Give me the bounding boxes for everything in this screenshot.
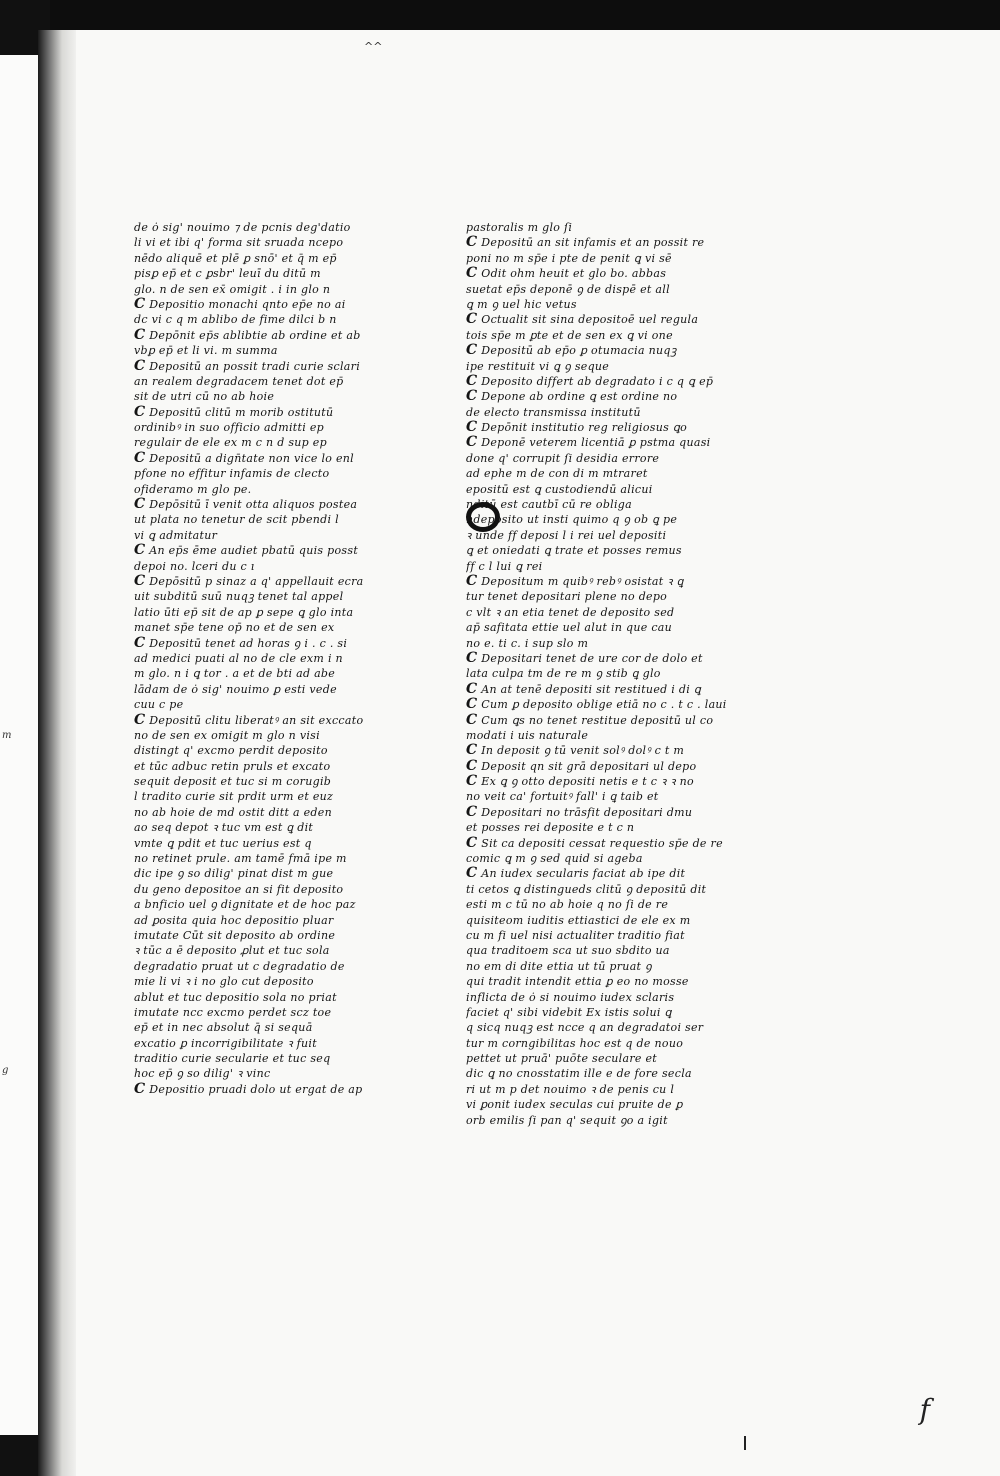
- bottom-tick-mark: [744, 1436, 746, 1450]
- manuscript-line: no e. ti c. i sup slo m: [466, 636, 589, 650]
- manuscript-line: C Depōnit institutio reg religiosus ꝗo: [466, 420, 688, 436]
- manuscript-line: ordinibꝰ in suo officio admitti ep: [134, 421, 324, 435]
- manuscript-line: regulair de ele ex m c n d sup ep: [134, 436, 327, 450]
- manuscript-line: no veit ca' fortuitꝰ fall' i ꝗ taib et: [466, 790, 659, 804]
- manuscript-line: no de sen ex omigit m glo n visi: [134, 728, 320, 742]
- manuscript-line: nditū est cautbī cū re obliga: [466, 498, 633, 512]
- manuscript-line: C Depōsitū p sinaz a q' appellauit ecra: [134, 573, 364, 589]
- manuscript-line: tur tenet depositari plene no depo: [466, 590, 668, 604]
- manuscript-line: C Depōnit ep̄s ablibtie ab ordine et ab: [134, 327, 361, 343]
- manuscript-line: manet sp̄e tene op̄ no et de sen ex: [134, 621, 335, 635]
- manuscript-line: de electo transmissa institutū: [466, 405, 641, 419]
- manuscript-line: sequit deposit et tuc si m corugib: [134, 775, 332, 789]
- manuscript-leaf: [76, 30, 1000, 1476]
- left-text-column: [134, 220, 402, 1097]
- manuscript-line: de ȯ sig' nouimo ⁊ de pcnis deg'datio: [134, 221, 351, 234]
- manuscript-line: ap̄ safitata ettie uel alut in que cau: [466, 621, 673, 635]
- manuscript-line: C In deposit ꝯ tū venit solꝰ dolꝰ c t m: [466, 743, 685, 759]
- previous-page-edge: [0, 55, 40, 1435]
- manuscript-line: ut plata no tenetur de scit pbendi l: [134, 513, 339, 527]
- manuscript-line: ri ut m p det nouimo ꝛ de penis cu l: [466, 1082, 675, 1096]
- manuscript-line: qua traditoem sca ut suo sbdito ua: [466, 944, 670, 958]
- manuscript-line: C An at tenē depositi sit restitued i di ꝗ: [466, 681, 702, 697]
- manuscript-line: no em di dite ettia ut tū pruat ꝯ: [466, 959, 652, 973]
- manuscript-line: vmte ꝗ pdit et tuc uerius est q: [134, 836, 312, 850]
- margin-mark: m: [2, 730, 12, 741]
- manuscript-line: glo. n de sen ex̄ omigit . i in glo n: [134, 282, 331, 296]
- manuscript-line: vi ꝗ admitatur: [134, 528, 218, 542]
- manuscript-line: tois sp̄e m ꝑte et de sen ex ꝗ vi one: [466, 328, 673, 342]
- manuscript-line: modati i uis naturale: [466, 728, 589, 742]
- manuscript-line: C Depositū ab ep̄o ꝑ otumacia nuqꝫ: [466, 343, 677, 359]
- manuscript-line: cu m fi uel nisi actualiter traditio fiat: [466, 928, 685, 942]
- manuscript-line: C Deponē veterem licentiā ꝑ pstma quasi: [466, 435, 711, 451]
- manuscript-line: dic ꝗ no cnosstatim ille e de fore secla: [466, 1067, 692, 1081]
- manuscript-line: suetat ep̄s deponē ꝯ de dispē et all: [466, 282, 670, 296]
- manuscript-line: faciet q' sibi videbit Ex istis solui ꝗ: [466, 1005, 672, 1019]
- manuscript-line: C Depositū clitu liberatꝰ an sit exccato: [134, 712, 364, 728]
- manuscript-line: imutate ncc excmo perdet scz toe: [134, 1005, 332, 1019]
- manuscript-line: ofideramo m glo pe.: [134, 482, 252, 496]
- manuscript-line: mie li vi ꝛ i no glo cut deposito: [134, 975, 314, 989]
- manuscript-line: C Depositū an sit infamis et an possit re: [466, 235, 705, 251]
- manuscript-line: ꝗ m ꝯ uel hic vetus: [466, 297, 577, 311]
- manuscript-line: hoc ep̄ ꝯ so dilig' ꝛ vinc: [134, 1067, 271, 1081]
- manuscript-line: orb emilis ſi pan q' sequit ꝯo a igit: [466, 1113, 668, 1127]
- manuscript-line: excatio ꝑ incorrigibilitate ꝛ fuit: [134, 1036, 317, 1050]
- manuscript-line: done q' corrupit ſi desidia errore: [466, 451, 660, 465]
- manuscript-line: sit de utri cū no ab hoie: [134, 390, 275, 404]
- manuscript-line: ꝛ tūc a ē deposito ꝓlut et tuc sola: [134, 944, 330, 958]
- manuscript-line: pisꝑ ep̄ et c ꝑsbr' leuī du ditū m: [134, 267, 321, 281]
- manuscript-line: ꝛ unde ff deposi l i rei uel depositi: [466, 528, 667, 542]
- manuscript-line: degradatio pruat ut c degradatio de: [134, 959, 345, 973]
- manuscript-line: dc vi c q m ablibo de fime dilci b n: [134, 313, 337, 327]
- manuscript-line: C Depone ab ordine ꝗ est ordine no: [466, 389, 678, 405]
- manuscript-line: C Depōsitū ī venit otta aliquos postea: [134, 497, 358, 513]
- manuscript-line: poni no m sp̄e i pte de penit ꝗ vi sē: [466, 251, 672, 265]
- manuscript-line: C Depositari no trāsfit depositari dmu: [466, 804, 693, 820]
- manuscript-line: uit subditū suū nuqꝫ tenet tal appel: [134, 590, 344, 604]
- manuscript-line: C Cum ꝑ deposito oblige etiā no c . t c . laui: [466, 697, 727, 713]
- manuscript-line: ad medici puati al no de cle exm i n: [134, 651, 343, 665]
- manuscript-line: epositū est ꝗ custodiendū alicui: [466, 482, 653, 496]
- manuscript-line: depoi no. lceri du c ı: [134, 559, 255, 573]
- manuscript-line: C An ep̄s ēme audiet pbatū quis posst: [134, 543, 359, 559]
- manuscript-line: et posses rei deposite e t c n: [466, 821, 635, 835]
- manuscript-line: a bnficio uel ꝯ dignitate et de hoc paz: [134, 898, 356, 912]
- manuscript-line: l tradito curie sit prdit urm et euz: [134, 790, 334, 804]
- manuscript-line: vbꝑ ep̄ et li vi. m summa: [134, 344, 278, 358]
- manuscript-line: tur m corngibilitas hoc est q de nouo: [466, 1036, 684, 1050]
- manuscript-line: lādam de ȯ sig' nouimo ꝑ esti vede: [134, 682, 337, 696]
- manuscript-line: no ab hoie de md ostit ditt a eden: [134, 805, 332, 819]
- manuscript-line: pettet ut pruā' puōte seculare et: [466, 1052, 658, 1066]
- manuscript-line: imutate Cūt sit deposito ab ordine: [134, 928, 336, 942]
- top-notch-mark: ^^: [364, 40, 383, 53]
- manuscript-line: vi ꝑonit iudex seculas cui pruite de ꝑ: [466, 1098, 683, 1112]
- manuscript-line: du geno depositoe an si fit deposito: [134, 882, 344, 896]
- scanner-backdrop-top: [0, 0, 1000, 30]
- manuscript-line: ff c l lui ꝗ rei: [466, 559, 543, 573]
- manuscript-line: qui tradit intendit ettia ꝑ eo no mosse: [466, 975, 689, 989]
- manuscript-line: ablut et tuc depositio sola no priat: [134, 990, 337, 1004]
- manuscript-line: an realem degradacem tenet dot ep̄: [134, 374, 344, 388]
- manuscript-line: C Deposit qn sit grā depositari ul depo: [466, 758, 697, 774]
- manuscript-line: C Octualit sit sina depositoē uel regula: [466, 312, 699, 328]
- manuscript-line: C Depositū clitū m morib ostitutū: [134, 404, 334, 420]
- manuscript-line: dic ipe ꝯ so dilig' pinat dist m gue: [134, 867, 334, 881]
- manuscript-line: no retinet prule. am tamē fmā ipe m: [134, 852, 347, 866]
- manuscript-line: C Ex ꝗ ꝯ otto depositi netis e t c ꝛ ꝛ no: [466, 774, 694, 790]
- manuscript-line: C Depositio monachi qnto ep̄e no ai: [134, 296, 346, 312]
- manuscript-line: C Depositum m quibꝰ rebꝰ osistat ꝛ ꝗ: [466, 573, 684, 589]
- manuscript-line: nēdo aliquē et plē ꝑ snō' et q̄ m ep̄: [134, 251, 337, 265]
- manuscript-line: quisiteom iuditis ettiastici de ele ex m: [466, 913, 691, 927]
- manuscript-line: C Sit ca depositi cessat requestio sp̄e de re: [466, 835, 723, 851]
- manuscript-line: cuu c pe: [134, 698, 184, 712]
- manuscript-line: latio ūti ep̄ sit de ap ꝑ sepe ꝗ glo inta: [134, 605, 354, 619]
- manuscript-line: C Depositū a dign̄tate non vice lo enl: [134, 450, 354, 466]
- manuscript-line: C Depositio pruadi dolo ut ergat de ap: [134, 1081, 363, 1097]
- right-text-column: [466, 220, 742, 1128]
- manuscript-line: ad ꝑosita quia hoc depositio pluar: [134, 913, 334, 927]
- manuscript-line: ep̄ et in nec absolut q̄ si sequā: [134, 1021, 313, 1035]
- manuscript-line: ti cetos ꝗ distingueds clitū ꝯ depositū dit: [466, 882, 707, 896]
- manuscript-line: C Cum ꝗs no tenet restitue depositū ul co: [466, 712, 714, 728]
- manuscript-line: li vi et ibi q' forma sit sruada ncepo: [134, 236, 344, 250]
- manuscript-line: ipe restituit vi ꝗ ꝯ seque: [466, 359, 610, 373]
- manuscript-line: C Depositū an possit tradi curie sclari: [134, 358, 361, 374]
- manuscript-line: esti m c tū no ab hoie q no ſi de re: [466, 898, 669, 912]
- manuscript-line: lata culpa tm de re m ꝯ stib ꝗ glo: [466, 667, 661, 681]
- manuscript-line: C An iudex secularis faciat ab ipe dit: [466, 866, 686, 882]
- manuscript-line: C Odit ohm heuit et glo bo. abbas: [466, 266, 667, 282]
- manuscript-line: pfone no effitur infamis de clecto: [134, 467, 330, 481]
- manuscript-line: c vlt ꝛ an etia tenet de deposito sed: [466, 605, 675, 619]
- manuscript-line: ad ephe m de con di m mtraret: [466, 467, 648, 481]
- manuscript-line: q sicq nuqꝫ est ncce q an degradatoi ser: [466, 1021, 704, 1035]
- manuscript-line: ao seq depot ꝛ tuc vm est ꝗ dit: [134, 821, 314, 835]
- manuscript-line: C Depositari tenet de ure cor de dolo et: [466, 650, 703, 666]
- manuscript-line: comic ꝗ m ꝯ sed quid si ageba: [466, 852, 643, 866]
- manuscript-line: distingt q' excmo perdit deposito: [134, 744, 328, 758]
- manuscript-line: m glo. n i ꝗ tor . a et de bti ad abe: [134, 667, 336, 681]
- manuscript-line: ꝗ et oniedati ꝗ trate et posses remus: [466, 544, 682, 558]
- binding-gutter: [38, 30, 78, 1476]
- manuscript-line: traditio curie secularie et tuc seq: [134, 1052, 331, 1066]
- manuscript-line: et tūc adbuc retin pruls et excato: [134, 759, 331, 773]
- folio-corner-mark: f: [919, 1393, 930, 1426]
- manuscript-line: C Deposito differt ab degradato i c q ꝗ ep̄: [466, 373, 714, 389]
- manuscript-line: C Depositū tenet ad horas ꝯ i . c . si: [134, 635, 348, 651]
- manuscript-line: pastoralis m glo ſi: [466, 221, 573, 234]
- manuscript-line: inflicta de ȯ si nouimo iudex sclaris: [466, 990, 675, 1004]
- manuscript-line: ndeposito ut insti quimo q ꝯ ob ꝗ pe: [466, 513, 678, 527]
- margin-mark: g: [2, 1065, 9, 1076]
